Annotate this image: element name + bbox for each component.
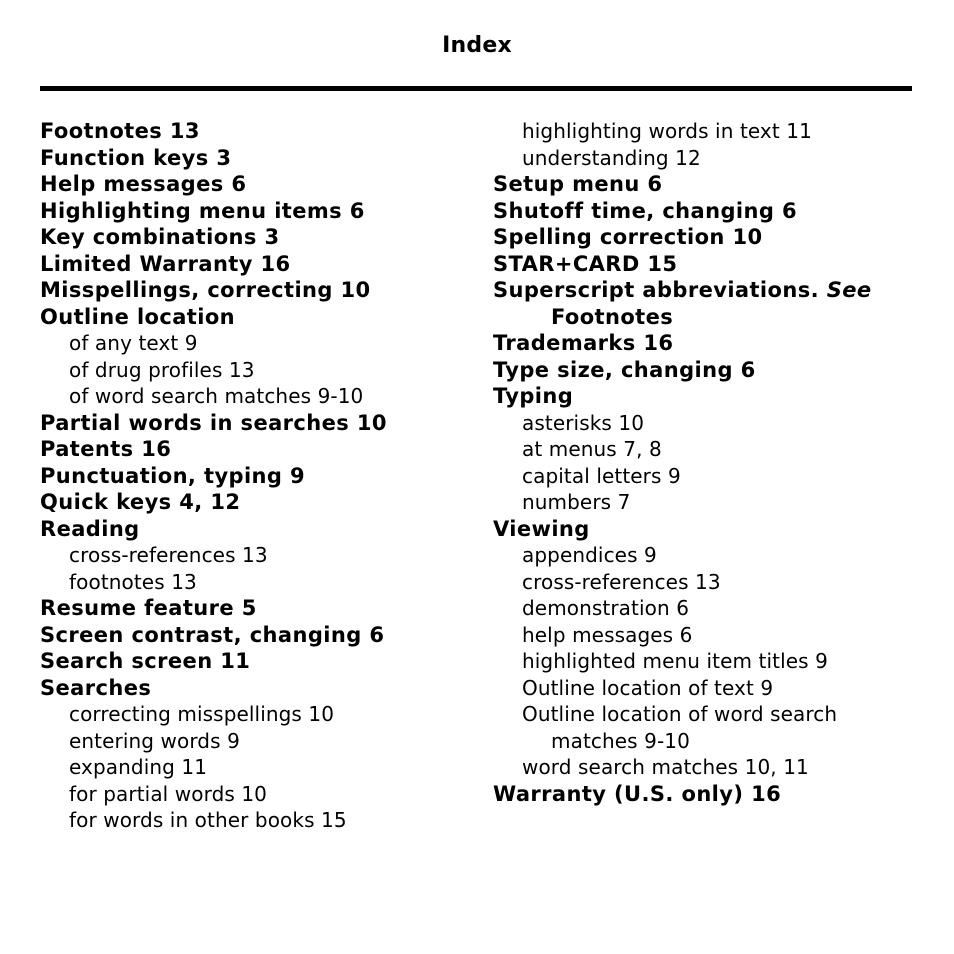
index-subentry: cross-references 13 — [69, 543, 268, 567]
index-entry: Type size, changing 6 — [493, 357, 756, 382]
index-entry: Limited Warranty 16 — [40, 251, 291, 276]
index-entry: Viewing — [493, 516, 590, 541]
index-entry: Help messages 6 — [40, 172, 247, 196]
index-subentry-continuation: matches 9-10 — [551, 728, 690, 753]
index-subentry: of word search matches 9-10 — [69, 384, 364, 408]
index-column-right — [493, 118, 913, 807]
index-entry: Warranty (U.S. only) 16 — [493, 781, 782, 806]
index-entry: Footnotes 13 — [40, 119, 200, 143]
index-subentry: help messages 6 — [522, 622, 693, 647]
index-entry: Setup menu 6 — [493, 172, 663, 196]
index-entry: Outline location — [40, 304, 235, 329]
index-subentry: demonstration 6 — [522, 596, 690, 620]
index-subentry: correcting misspellings 10 — [69, 702, 335, 726]
index-entry: Misspellings, correcting 10 — [40, 278, 371, 302]
index-entry-text: Superscript abbreviations. — [493, 278, 827, 302]
index-subentry: highlighted menu item titles 9 — [522, 649, 828, 673]
index-subentry: appendices 9 — [522, 543, 657, 567]
index-subentry: for words in other books 15 — [69, 808, 347, 832]
index-subentry: highlighting words in text 11 — [522, 119, 812, 143]
index-subentry: Outline location of text 9 — [522, 675, 774, 700]
index-subentry: word search matches 10, 11 — [522, 755, 809, 779]
page-title: Index — [442, 33, 512, 58]
index-subentry: footnotes 13 — [69, 569, 197, 594]
index-entry: Reading — [40, 516, 140, 541]
header-rule — [40, 86, 912, 91]
index-subentry: Outline location of word search — [522, 702, 838, 726]
see-reference: See — [826, 278, 872, 302]
index-entry: Spelling correction 10 — [493, 225, 763, 249]
index-subentry: capital letters 9 — [522, 463, 681, 488]
index-entry: Trademarks 16 — [493, 331, 674, 355]
index-subentry: understanding 12 — [522, 145, 701, 170]
index-entry: Punctuation, typing 9 — [40, 463, 306, 488]
index-subentry: numbers 7 — [522, 490, 631, 514]
index-subentry: asterisks 10 — [522, 410, 645, 435]
index-subentry: expanding 11 — [69, 755, 208, 779]
index-entry: Resume feature 5 — [40, 596, 257, 620]
index-entry: STAR+CARD 15 — [493, 251, 678, 276]
index-subentry: for partial words 10 — [69, 781, 267, 806]
index-subentry: at menus 7, 8 — [522, 437, 662, 461]
index-subentry: of drug profiles 13 — [69, 357, 255, 382]
index-entry: Search screen 11 — [40, 649, 251, 673]
index-entry: Patents 16 — [40, 437, 172, 461]
index-entry: Quick keys 4, 12 — [40, 490, 241, 514]
index-entry: Function keys 3 — [40, 145, 232, 170]
index-entry: Screen contrast, changing 6 — [40, 622, 385, 647]
index-entry: Typing — [493, 384, 574, 408]
index-entry: Highlighting menu items 6 — [40, 198, 365, 223]
index-subentry: cross-references 13 — [522, 569, 721, 594]
index-subentry: entering words 9 — [69, 728, 240, 753]
index-entry-continuation: Footnotes — [551, 304, 674, 329]
index-subentry: of any text 9 — [69, 331, 198, 355]
index-entry: Partial words in searches 10 — [40, 410, 387, 435]
index-column-left — [40, 118, 480, 834]
index-entry: Searches — [40, 675, 152, 700]
index-entry — [493, 277, 913, 304]
index-entry: Key combinations 3 — [40, 225, 280, 249]
index-entry: Shutoff time, changing 6 — [493, 198, 797, 223]
